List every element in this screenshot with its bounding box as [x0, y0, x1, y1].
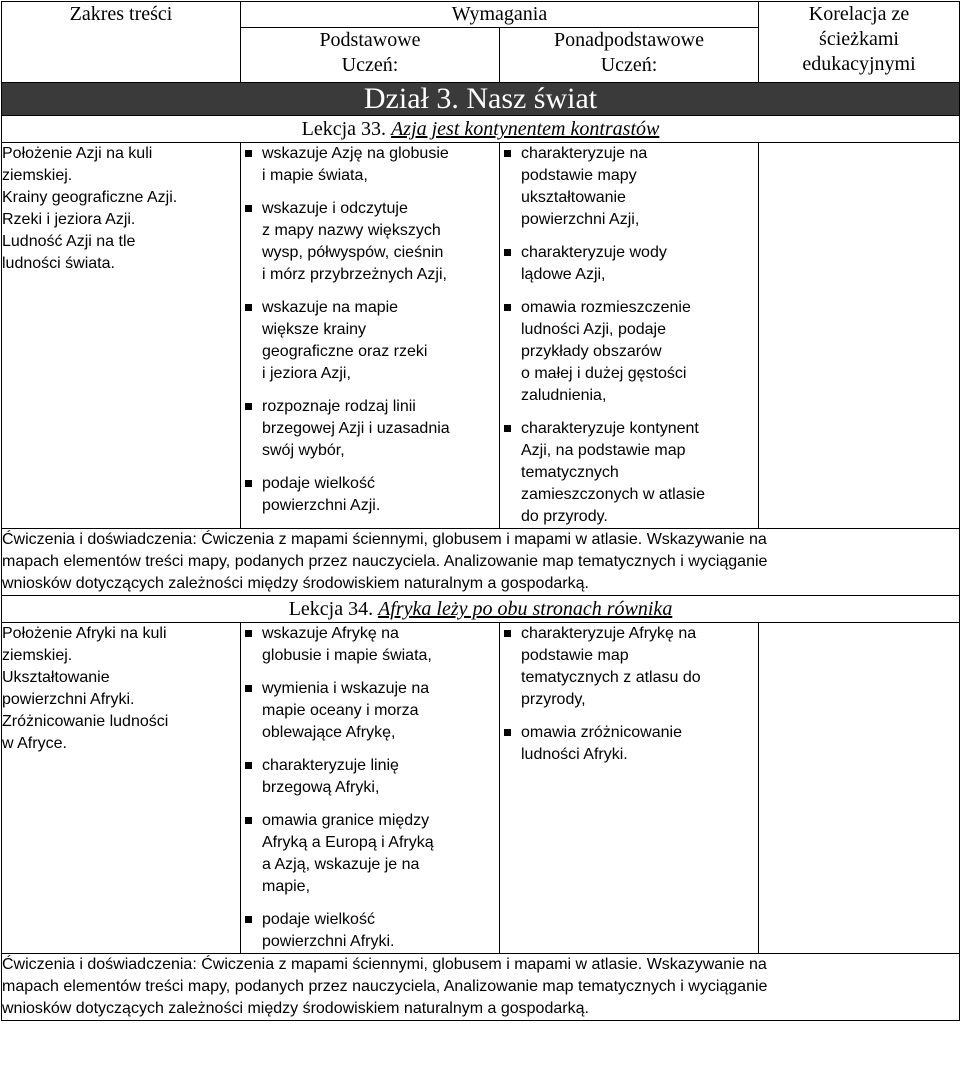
zakres-line: Położenie Afryki na kuli [2, 625, 167, 642]
requirement-item [241, 143, 499, 187]
requirement-line: brzegowej Azji i uzasadnia [262, 420, 450, 437]
zakres-line: Rzeki i jeziora Azji. [2, 211, 136, 228]
cwiczenia-row [2, 529, 960, 596]
header-ponadpodstawowe [500, 28, 759, 83]
bullet-icon [245, 762, 252, 769]
requirement-item [500, 418, 758, 528]
zakres-line: Ludność Azji na tle [2, 233, 136, 250]
requirement-item [241, 473, 499, 517]
requirement-line: zaludnienia, [521, 387, 607, 404]
requirement-item [241, 623, 499, 667]
zakres-line: Położenie Azji na kuli [2, 145, 153, 162]
lesson-name: Afryka leży po obu stronach równika [378, 598, 673, 620]
header-row-top [2, 2, 960, 28]
requirement-item [500, 143, 758, 231]
requirement-line: charakteryzuje linię [262, 757, 399, 774]
zakres-line: Zróżnicowanie ludności [2, 713, 169, 730]
curriculum-table-body [2, 2, 960, 1021]
header-korelacja-line: Korelacja ze [808, 3, 910, 25]
lesson-title [2, 596, 960, 623]
requirement-line: podstawie map [521, 647, 629, 664]
header-podstawowe-uczen: Uczeń: [341, 54, 399, 76]
header-ponadpodstawowe-uczen: Uczeń: [600, 54, 658, 76]
zakres-line: ludności świata. [2, 255, 115, 272]
lesson-title-row [2, 596, 960, 623]
requirement-line: podstawie mapy [521, 167, 637, 184]
bullet-icon [504, 150, 511, 157]
bullet-icon [245, 685, 252, 692]
requirement-line: wymienia i wskazuje na [262, 680, 430, 697]
requirement-line: tematycznych z atlasu do [521, 669, 701, 686]
requirement-line: a Azją, wskazuje je na [262, 856, 420, 873]
header-korelacja [759, 2, 960, 83]
zakres-line: Krainy geograficzne Azji. [2, 189, 178, 206]
requirement-line: charakteryzuje na [521, 145, 648, 162]
requirement-line: powierzchni Azji. [262, 497, 381, 514]
requirement-line: wskazuje na mapie [262, 299, 399, 316]
requirement-line: podaje wielkość [262, 475, 375, 492]
requirement-line: lądowe Azji, [521, 266, 606, 283]
bullet-icon [245, 817, 252, 824]
requirement-line: Azji, na podstawie map [521, 442, 686, 459]
requirement-item [500, 242, 758, 286]
ponadpodstawowe-list [500, 143, 758, 528]
requirement-line: przyrody, [521, 691, 586, 708]
requirement-line: swój wybór, [262, 442, 345, 459]
cwiczenia-line: wniosków dotyczących zależności między środowiskiem naturalnym a gospodarką. [2, 575, 589, 592]
requirement-line: globusie i mapie świata, [262, 647, 432, 664]
requirement-line: przykłady obszarów [521, 343, 662, 360]
requirement-line: wskazuje Azję na globusie [262, 145, 449, 162]
requirement-line: powierzchni Afryki. [262, 933, 395, 950]
dzial-row [2, 83, 960, 116]
bullet-icon [245, 480, 252, 487]
requirement-line: wysp, półwyspów, cieśnin [262, 244, 444, 261]
cwiczenia-line: mapach elementów treści mapy, podanych przez nauczyciela, Analizowanie map tematycznych i wyciąganie [2, 978, 768, 995]
requirement-line: wskazuje i odczytuje [262, 200, 408, 217]
zakres-tresci-cell [2, 143, 241, 529]
cwiczenia-text [2, 954, 960, 1021]
header-wymagania [241, 2, 759, 28]
bullet-icon [245, 916, 252, 923]
requirement-line: z mapy nazwy większych [262, 222, 441, 239]
korelacja-cell [759, 143, 960, 529]
header-podstawowe-label: Podstawowe [319, 29, 421, 51]
lesson-number: Lekcja 34. [288, 598, 374, 620]
bullet-icon [245, 304, 252, 311]
zakres-line: w Afryce. [2, 735, 67, 752]
zakres-line: Ukształtowanie [2, 669, 110, 686]
requirement-item [241, 909, 499, 953]
requirement-line: o małej i dużej gęstości [521, 365, 687, 382]
lesson-number: Lekcja 33. [301, 118, 387, 140]
bullet-icon [504, 304, 511, 311]
podstawowe-list [241, 623, 499, 953]
header-zakres-tresci [2, 2, 241, 83]
lesson-title-row [2, 116, 960, 143]
korelacja-cell [759, 623, 960, 954]
header-korelacja-line: edukacyjnymi [802, 53, 916, 75]
requirement-line: mapie oceany i morza [262, 702, 419, 719]
header-zakres-label: Zakres treści [69, 3, 173, 25]
requirement-item [241, 396, 499, 462]
requirement-line: mapie, [262, 878, 311, 895]
requirement-line: rozpoznaje rodzaj linii [262, 398, 416, 415]
requirement-line: i mórz przybrzeżnych Azji, [262, 266, 447, 283]
requirement-line: zamieszczonych w atlasie [521, 486, 706, 503]
requirement-line: ukształtowanie [521, 189, 626, 206]
requirement-item [241, 678, 499, 744]
header-ponadpodstawowe-label: Ponadpodstawowe [554, 29, 704, 51]
podstawowe-cell [241, 623, 500, 954]
requirement-line: i mapie świata, [262, 167, 368, 184]
requirement-line: ludności Afryki. [521, 746, 628, 763]
requirement-item [500, 623, 758, 711]
requirement-line: charakteryzuje wody [521, 244, 667, 261]
cwiczenia-line: Ćwiczenia i doświadczenia: Ćwiczenia z mapami ściennymi, globusem i mapami w atlasie. Wskazywanie na [2, 956, 767, 973]
requirement-item [500, 297, 758, 407]
podstawowe-cell [241, 143, 500, 529]
lesson-name: Azja jest kontynentem kontrastów [391, 118, 660, 140]
bullet-icon [504, 729, 511, 736]
lesson-content-row [2, 143, 960, 529]
requirement-item [241, 810, 499, 898]
zakres-line: ziemskiej. [2, 647, 73, 664]
requirement-line: wskazuje Afrykę na [262, 625, 399, 642]
requirement-line: charakteryzuje Afrykę na [521, 625, 697, 642]
requirement-item [500, 722, 758, 766]
bullet-icon [245, 205, 252, 212]
requirement-line: podaje wielkość [262, 911, 375, 928]
zakres-line: ziemskiej. [2, 167, 73, 184]
lesson-content-row [2, 623, 960, 954]
requirement-line: charakteryzuje kontynent [521, 420, 699, 437]
bullet-icon [504, 425, 511, 432]
requirement-item [241, 198, 499, 286]
requirement-line: większe krainy [262, 321, 367, 338]
requirement-line: ludności Azji, podaje [521, 321, 666, 338]
zakres-tresci-cell [2, 623, 241, 954]
cwiczenia-text [2, 529, 960, 596]
header-podstawowe [241, 28, 500, 83]
cwiczenia-line: Ćwiczenia i doświadczenia: Ćwiczenia z mapami ściennymi, globusem i mapami w atlasie. Wskazywanie na [2, 531, 767, 548]
cwiczenia-line: mapach elementów treści mapy, podanych przez nauczyciela. Analizowanie map tematycznych i wyciąganie [2, 553, 768, 570]
cwiczenia-row [2, 954, 960, 1021]
header-korelacja-line: ścieżkami [819, 28, 899, 50]
requirement-line: omawia zróżnicowanie [521, 724, 682, 741]
requirement-line: geograficzne oraz rzeki [262, 343, 428, 360]
bullet-icon [504, 630, 511, 637]
bullet-icon [245, 150, 252, 157]
requirement-item [241, 755, 499, 799]
requirement-line: omawia granice między [262, 812, 430, 829]
requirement-line: tematycznych [521, 464, 619, 481]
ponadpodstawowe-cell [500, 143, 759, 529]
requirement-item [241, 297, 499, 385]
cwiczenia-line: wniosków dotyczących zależności między środowiskiem naturalnym a gospodarką. [2, 1000, 589, 1017]
ponadpodstawowe-cell [500, 623, 759, 954]
zakres-line: powierzchni Afryki. [2, 691, 135, 708]
curriculum-table [1, 1, 960, 1021]
requirement-line: i jeziora Azji, [262, 365, 351, 382]
requirement-line: oblewające Afrykę, [262, 724, 396, 741]
lesson-title [2, 116, 960, 143]
header-wymagania-label: Wymagania [451, 3, 548, 25]
requirement-line: brzegową Afryki, [262, 779, 380, 796]
requirement-line: do przyrody. [521, 508, 608, 525]
ponadpodstawowe-list [500, 623, 758, 766]
podstawowe-list [241, 143, 499, 517]
dzial-title: Dział 3. Nasz świat [2, 83, 960, 116]
requirement-line: omawia rozmieszczenie [521, 299, 691, 316]
bullet-icon [245, 403, 252, 410]
bullet-icon [245, 630, 252, 637]
bullet-icon [504, 249, 511, 256]
requirement-line: powierzchni Azji, [521, 211, 640, 228]
requirement-line: Afryką a Europą i Afryką [262, 834, 434, 851]
